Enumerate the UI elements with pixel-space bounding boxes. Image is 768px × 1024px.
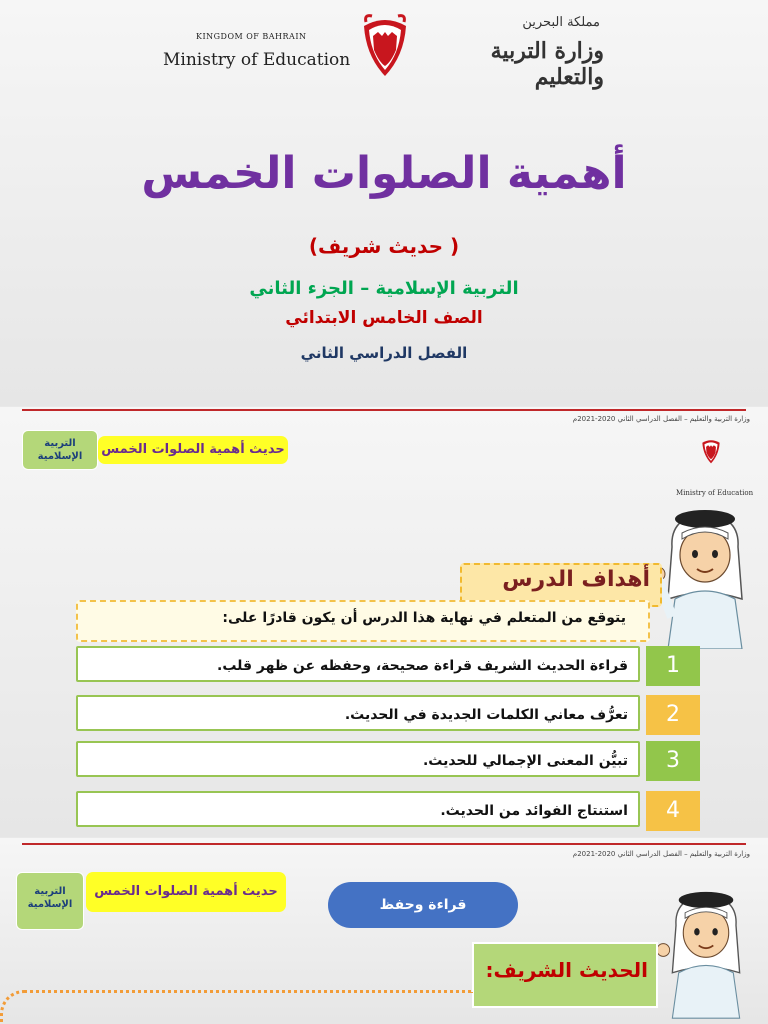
goals-slide	[0, 407, 768, 837]
goals-title: أهداف الدرس	[502, 567, 650, 592]
subject-badge: التربية الإسلامية	[22, 430, 98, 470]
bahrain-emblem-icon	[700, 437, 722, 465]
read-memorize-button[interactable]: قراءة وحفظ	[328, 882, 518, 928]
logo-caption: Ministry of Education	[676, 489, 754, 497]
goals-intro: يتوقع من المتعلم في نهاية هذا الدرس أن يكون قادرًا على:	[222, 610, 626, 626]
goal-text: تعرُّف معاني الكلمات الجديدة في الحديث.	[76, 695, 640, 731]
goal-item	[76, 695, 700, 735]
goal-number: 3	[646, 741, 700, 781]
lesson-subtitle: ( حديث شريف)	[308, 234, 460, 258]
header-divider	[22, 409, 746, 411]
goal-text: استنتاج الفوائد من الحديث.	[76, 791, 640, 827]
ministry-en-text: Ministry of Education	[163, 50, 351, 70]
bahrain-emblem-icon	[360, 12, 410, 80]
subject-text: التربية الإسلامية – الجزء الثاني	[249, 278, 519, 299]
goal-item	[76, 791, 700, 831]
kingdom-ar-text: مملكة البحرين	[522, 15, 600, 30]
hadith-frame	[0, 990, 473, 1024]
goal-number: 2	[646, 695, 700, 735]
goal-number: 1	[646, 646, 700, 686]
lesson-title: أهمية الصلوات الخمس	[141, 148, 627, 199]
subject-badge: التربية الإسلامية	[16, 872, 84, 930]
goal-item	[76, 741, 700, 781]
reading-slide	[0, 838, 768, 1024]
goal-item	[76, 646, 700, 686]
grade-text: الصف الخامس الابتدائي	[285, 308, 483, 328]
title-slide	[0, 0, 768, 406]
ministry-ar-text: وزارة التربية والتعليم	[490, 38, 604, 90]
lesson-label: حديث أهمية الصلوات الخمس	[86, 872, 286, 912]
goal-text: تبيُّن المعنى الإجمالي للحديث.	[76, 741, 640, 777]
lesson-label: حديث أهمية الصلوات الخمس	[98, 436, 288, 464]
footer-text: وزارة التربية والتعليم – الفصل الدراسي الثاني 2020-2021م	[572, 850, 750, 858]
goal-text: قراءة الحديث الشريف قراءة صحيحة، وحفظه عن ظهر قلب.	[76, 646, 640, 682]
goal-number: 4	[646, 791, 700, 831]
kingdom-en-text: KINGDOM OF BAHRAIN	[196, 32, 307, 41]
footer-text: وزارة التربية والتعليم – الفصل الدراسي الثاني 2020-2021م	[572, 415, 750, 423]
hadith-label: الحديث الشريف:	[485, 958, 648, 982]
boy-character-icon	[650, 499, 760, 649]
header-divider	[22, 843, 746, 845]
semester-text: الفصل الدراسي الثاني	[300, 344, 468, 362]
boy-character-icon	[656, 876, 756, 1024]
